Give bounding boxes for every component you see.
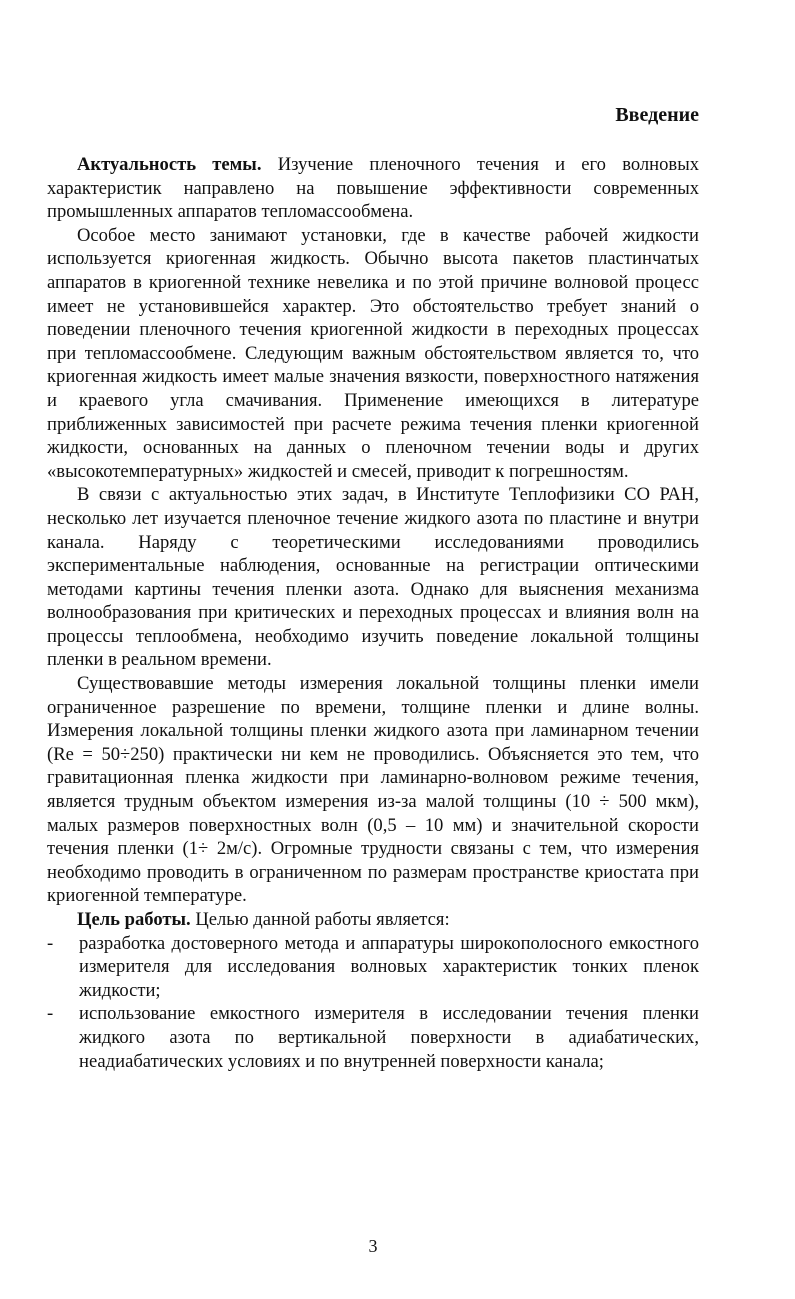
- goal-list-item: [47, 1002, 699, 1073]
- section-heading: Введение: [615, 104, 699, 126]
- relevance-text: Изучение пленочного течения и его волновых характеристик направлено на повышение эффективности современных промышленных аппаратов тепломассообмена.: [47, 154, 699, 223]
- list-dash: -: [47, 932, 54, 954]
- body-text: [47, 153, 699, 1073]
- goal-text: Целью данной работы является:: [190, 909, 450, 930]
- document-page: [47, 0, 699, 1299]
- paragraph-cryogenic-installations: Особое место занимают установки, где в качестве рабочей жидкости используется криогенная жидкость. Обычно высота пакетов пластинчатых аппаратов в криогенной технике невелика и по этой причине волновой процесс имеет не установившейся характер. Это обстоятельство требует знаний о поведении пленочного течения криогенной жидкости в переходных процессах при тепломассообмене. Следующим важным обстоятельством является то, что криогенная жидкость имеет малые значения вязкости, поверхностного натяжения и краевого угла смачивания. Применение имеющихся в литературе приближенных зависимостей при расчете режима течения пленки криогенной жидкости, основанных на данных о пленочном течении воды и других «высокотемпературных» жидкостей и смесей, приводит к погрешностям.: [47, 224, 699, 482]
- goal-list-item-text: разработка достоверного метода и аппаратуры широкополосного емкостного измерителя для исследования волновых характеристик тонких пленок жидкости;: [79, 932, 699, 1001]
- goal-list: [47, 932, 699, 1074]
- goal-list-item: [47, 932, 699, 1003]
- paragraph-relevance: [47, 153, 699, 224]
- goal-list-item-text: использование емкостного измерителя в исследовании течения пленки жидкого азота по вертикальной поверхности в адиабатических, неадиабатических условиях и по внутренней поверхности канала;: [79, 1003, 699, 1072]
- relevance-lead: Актуальность темы.: [77, 154, 262, 175]
- paragraph-measurement-methods: Существовавшие методы измерения локальной толщины пленки имели ограниченное разрешение по времени, толщине пленки и длине волны. Измерения локальной толщины пленки жидкого азота при ламинарном течении (Re = 50÷250) практически ни кем не проводились. Объясняется это тем, что гравитационная пленка жидкости при ламинарно-волновом режиме течения, является трудным объектом измерения из-за малой толщины (10 ÷ 500 мкм), малых размеров поверхностных волн (0,5 – 10 мм) и значительной скорости течения пленки (1÷ 2м/с). Огромные трудности связаны с тем, что измерения необходимо проводить в ограниченном по размерам пространстве криостата при криогенной температуре.: [47, 673, 699, 907]
- paragraph-institute-research: В связи с актуальностью этих задач, в Институте Теплофизики СО РАН, несколько лет изучается пленочное течение жидкого азота по пластине и внутри канала. Наряду с теоретическими исследованиями проводились экспериментальные наблюдения, основанные на регистрации оптическими методами картины течения пленки азота. Однако для выяснения механизма волнообразования при критических и переходных процессах и влияния волн на процессы теплообмена, необходимо изучить поведение локальной толщины пленки в реальном времени.: [47, 484, 699, 671]
- goal-lead: Цель работы.: [77, 909, 191, 930]
- paragraph-goal: [47, 908, 699, 932]
- page-number: 3: [368, 1236, 378, 1256]
- list-dash: -: [47, 1003, 54, 1025]
